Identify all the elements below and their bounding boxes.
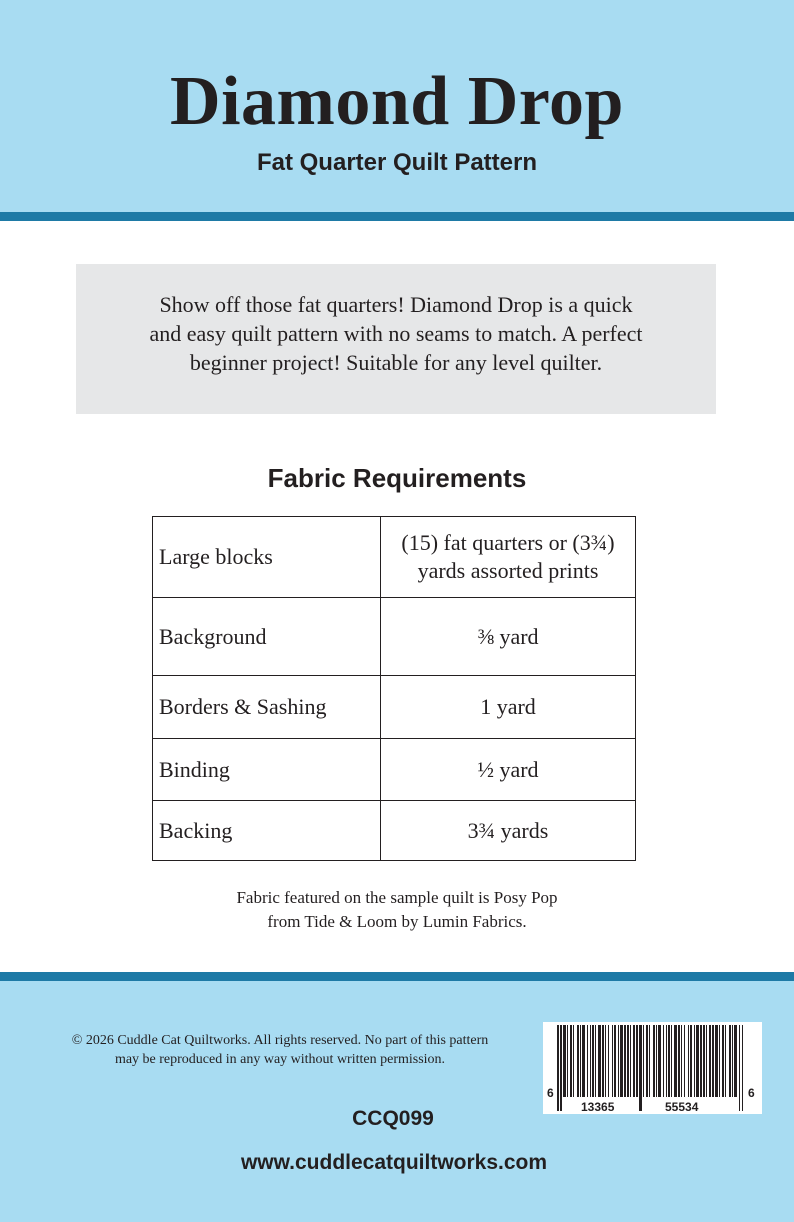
fabric-requirements-heading: Fabric Requirements bbox=[267, 463, 527, 493]
barcode-right-group: 55534 bbox=[665, 1100, 699, 1114]
fabric-quantity: 3¾ yards bbox=[381, 801, 636, 861]
intro-box bbox=[76, 264, 716, 414]
featured-line: from Tide & Loom by Lumin Fabrics. bbox=[267, 912, 527, 931]
barcode-left-group: 13365 bbox=[581, 1100, 615, 1114]
barcode-check-digit: 6 bbox=[748, 1086, 755, 1100]
fabric-item: Large blocks bbox=[153, 517, 381, 598]
fabric-quantity: 1 yard bbox=[381, 676, 636, 739]
copyright-line: may be reproduced in any way without written permission. bbox=[114, 1052, 446, 1067]
fabric-item: Backing bbox=[153, 801, 381, 861]
featured-fabric-note bbox=[0, 886, 794, 934]
fabric-quantity: ⅜ yard bbox=[381, 598, 636, 676]
pattern-sku: CCQ099 bbox=[352, 1107, 434, 1130]
fabric-item: Background bbox=[153, 598, 381, 676]
fabric-quantity bbox=[381, 517, 636, 598]
table-row bbox=[153, 676, 636, 739]
intro-line: Show off those fat quarters! Diamond Drop is a quick bbox=[159, 292, 633, 317]
barcode-lead-digit: 6 bbox=[547, 1086, 554, 1100]
table-row bbox=[153, 801, 636, 861]
pattern-title: Diamond Drop bbox=[170, 63, 624, 140]
fabric-quantity-line: yards assorted prints bbox=[417, 558, 599, 583]
website-url: www.cuddlecatquiltworks.com bbox=[240, 1151, 548, 1174]
fabric-quantity-line: (15) fat quarters or (3¾) bbox=[401, 530, 615, 555]
featured-line: Fabric featured on the sample quilt is Posy Pop bbox=[236, 888, 558, 907]
fabric-item: Borders & Sashing bbox=[153, 676, 381, 739]
intro-line: and easy quilt pattern with no seams to match. A perfect bbox=[149, 321, 643, 346]
table-row bbox=[153, 517, 636, 598]
header-divider-band bbox=[0, 212, 794, 221]
fabric-item: Binding bbox=[153, 739, 381, 801]
barcode-bars-icon bbox=[543, 1022, 762, 1114]
table-row bbox=[153, 598, 636, 676]
table-row bbox=[153, 739, 636, 801]
fabric-requirements-table bbox=[152, 516, 636, 861]
fabric-quantity: ½ yard bbox=[381, 739, 636, 801]
footer-divider-band bbox=[0, 972, 794, 981]
pattern-subtitle: Fat Quarter Quilt Pattern bbox=[256, 149, 538, 176]
copyright-notice bbox=[30, 1031, 530, 1069]
copyright-line: © 2026 Cuddle Cat Quiltworks. All rights reserved. No part of this pattern bbox=[71, 1033, 489, 1048]
barcode bbox=[543, 1022, 762, 1114]
header bbox=[0, 0, 794, 212]
footer bbox=[0, 981, 794, 1222]
intro-line: beginner project! Suitable for any level quilter. bbox=[189, 350, 603, 375]
